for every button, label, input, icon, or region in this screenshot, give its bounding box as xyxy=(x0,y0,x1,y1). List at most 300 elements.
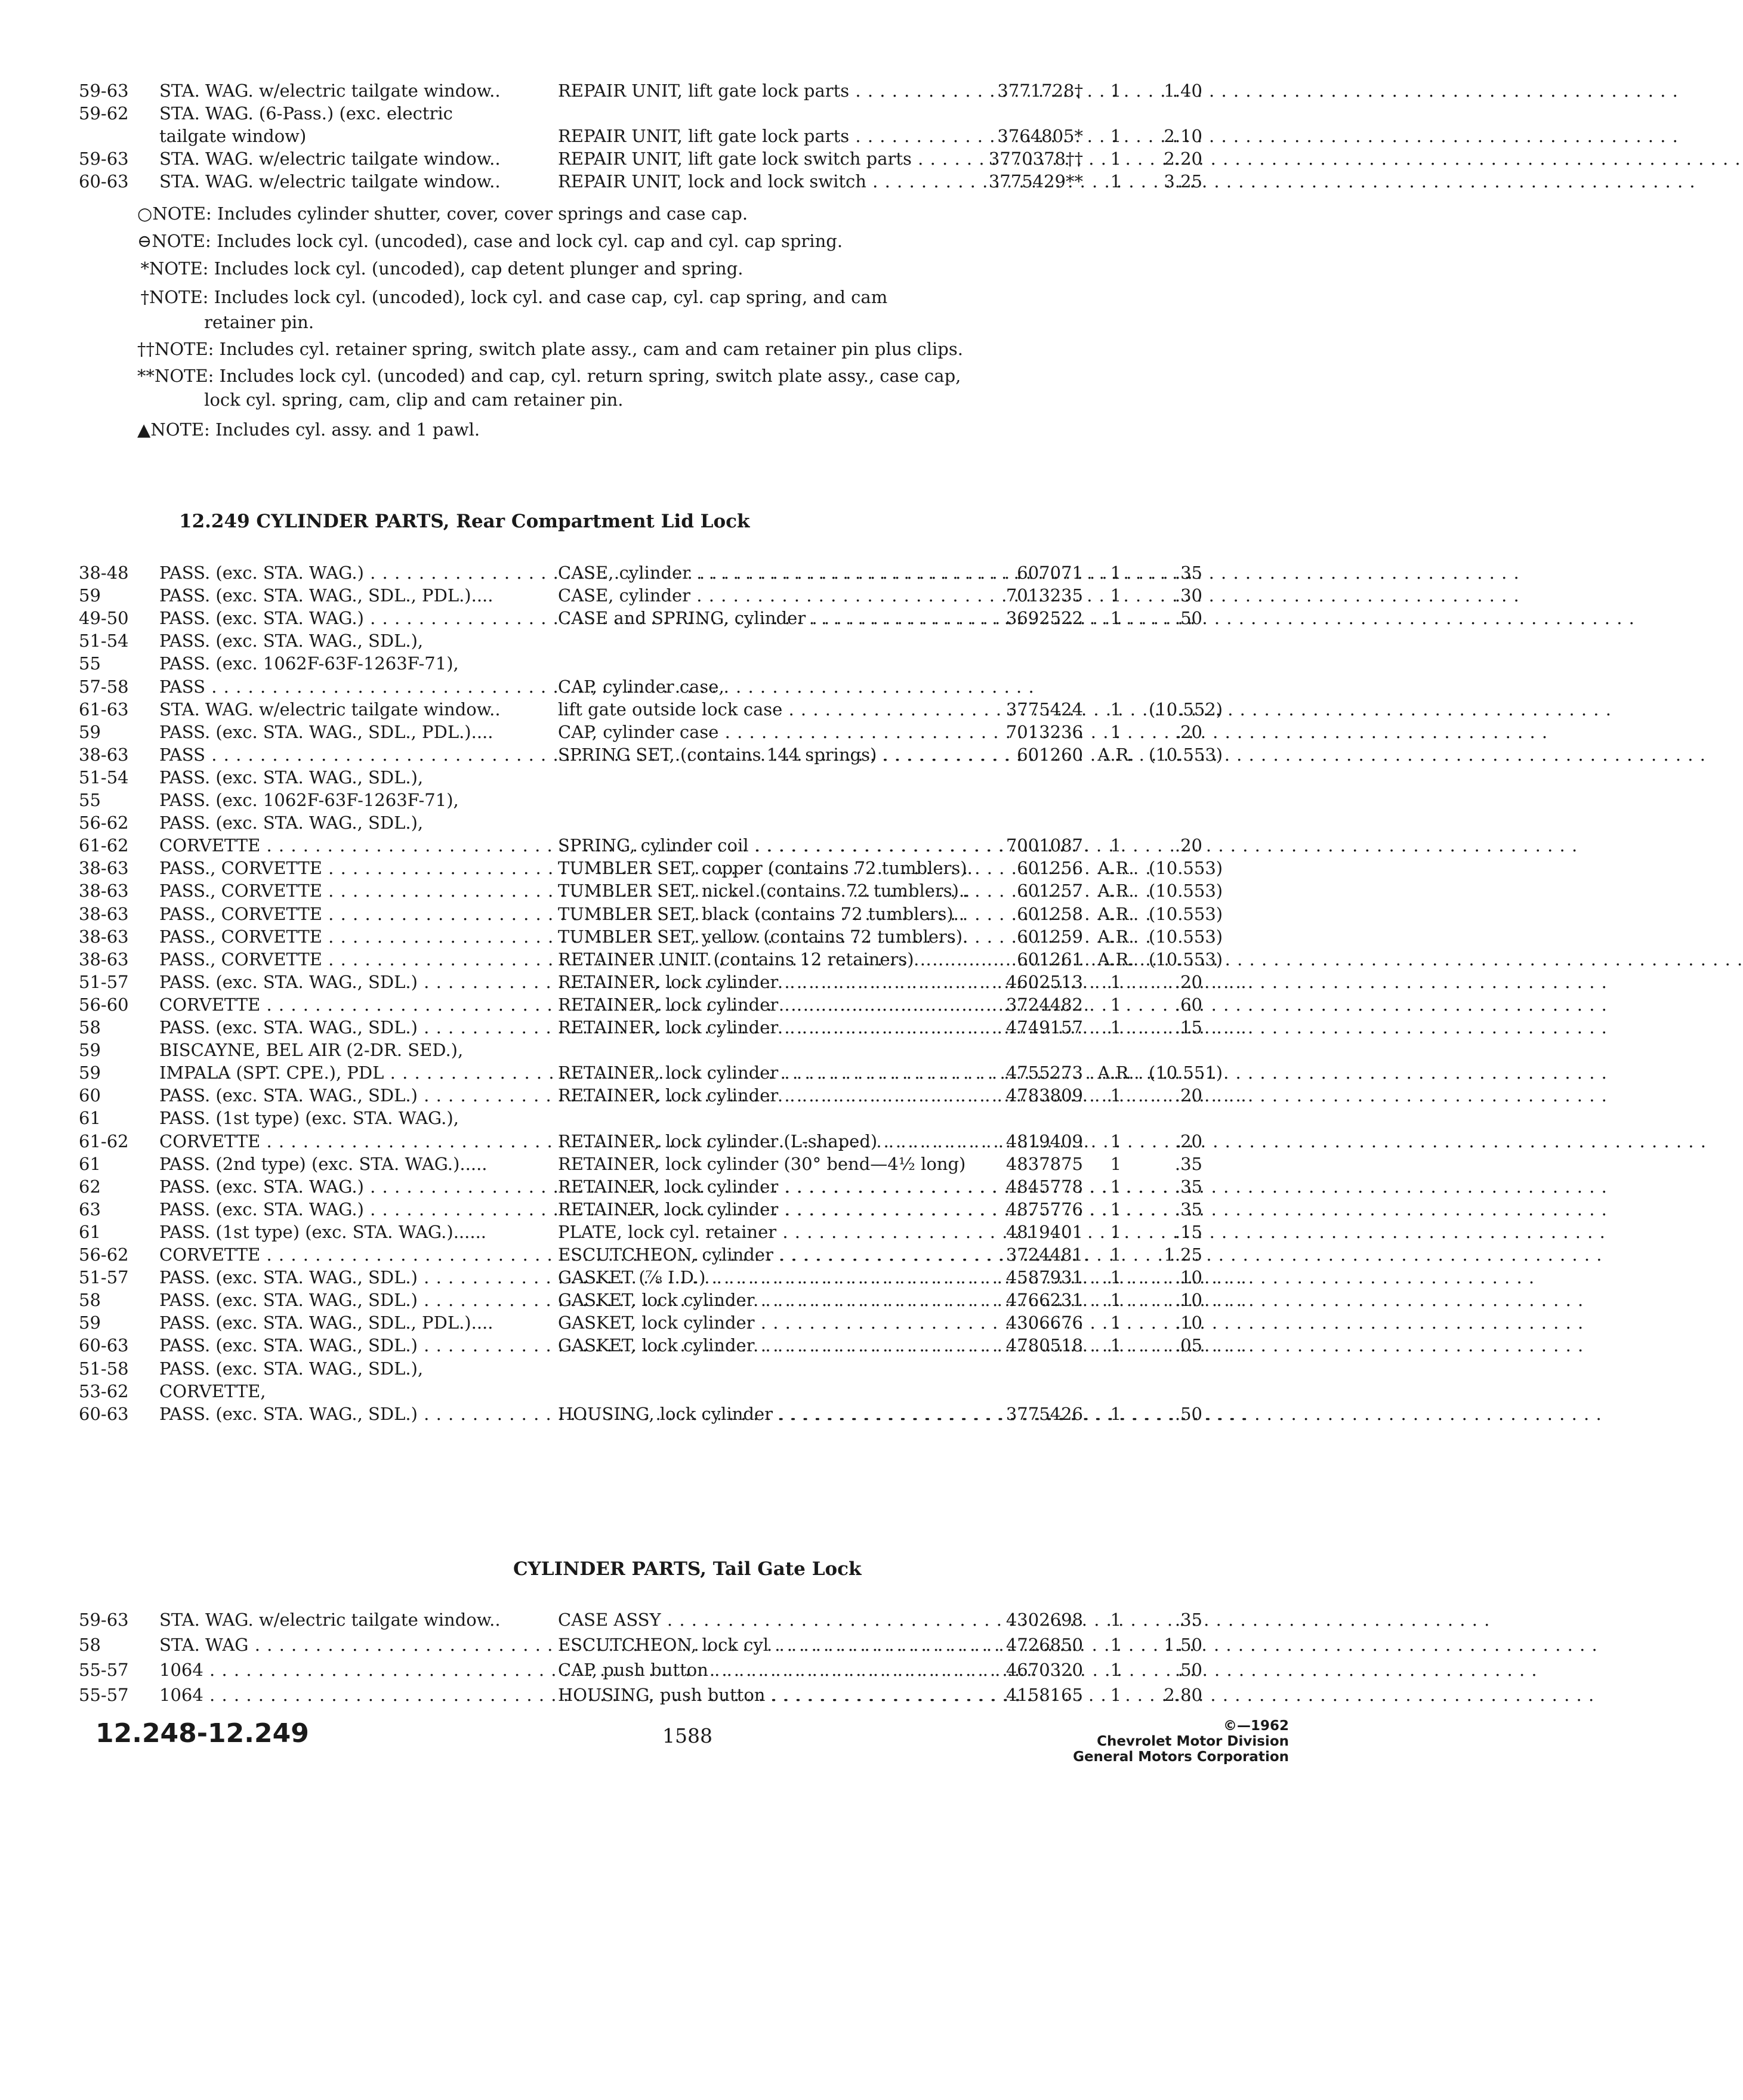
part-number-cell: 4726850 xyxy=(1005,1635,1083,1655)
part-number-cell: 4819409 xyxy=(1005,1131,1083,1151)
quantity-cell: 1 xyxy=(1110,1176,1122,1197)
table-row xyxy=(0,925,1508,949)
year-cell: 38-63 xyxy=(79,858,129,879)
application-cell: IMPALA (SPT. CPE.), PDL . . . xyxy=(159,1061,532,1085)
corporation-name: General Motors Corporation xyxy=(1073,1749,1289,1765)
table-row xyxy=(0,788,1508,812)
table-row xyxy=(0,561,1508,585)
table-row xyxy=(0,1220,1508,1244)
part-number-cell: 3775424 xyxy=(1005,699,1083,719)
year-cell: 49-50 xyxy=(79,608,129,629)
price-cell: 1.25 xyxy=(1164,1244,1202,1265)
part-number-cell: 3775429** xyxy=(988,171,1083,192)
application-cell: STA. WAG . . . xyxy=(159,1633,532,1657)
year-cell: 60-63 xyxy=(79,1335,129,1356)
section-title-tail-gate: CYLINDER PARTS, Tail Gate Lock xyxy=(513,1558,862,1580)
table-row xyxy=(0,1197,1508,1221)
note-text: NOTE: Includes cylinder shutter, cover, cover springs and case cap. xyxy=(152,203,748,224)
price-cell: .20 xyxy=(1174,721,1202,742)
application-cell: PASS. (exc. STA. WAG.) . . . xyxy=(159,1175,532,1199)
application-cell: PASS. (exc. 1062F-63F-1263F-71), xyxy=(159,790,459,810)
table-row xyxy=(0,1061,1508,1085)
year-cell: 51-58 xyxy=(79,1358,129,1379)
part-name-cell: GASKET, lock cylinder . . . xyxy=(558,1333,970,1357)
part-number-cell: 601260 xyxy=(1017,744,1083,765)
application-cell: STA. WAG. w/electric tailgate window.. xyxy=(159,1610,501,1630)
application-cell: PASS . . . xyxy=(159,743,532,767)
table-row xyxy=(0,765,1508,789)
price-cell: .35 xyxy=(1174,1610,1202,1630)
year-cell: 59 xyxy=(79,585,101,606)
part-name-cell: SPRING SET, (contains 144 springs) . . . xyxy=(558,743,970,767)
part-name-cell: REPAIR UNIT, lift gate lock parts . . . xyxy=(558,79,970,103)
quantity-cell: 1 xyxy=(1110,81,1122,101)
year-cell: 59-62 xyxy=(79,103,129,123)
price-cell: .35 xyxy=(1174,1153,1202,1174)
quantity-cell: 1 xyxy=(1110,171,1122,192)
application-cell: PASS. (2nd type) (exc. STA. WAG.)..... xyxy=(159,1153,488,1174)
part-number-cell: 607071 xyxy=(1017,563,1083,583)
note-line xyxy=(137,418,985,441)
note-marker: ** xyxy=(137,366,155,386)
table-row xyxy=(0,124,1508,148)
application-cell: BISCAYNE, BEL AIR (2-DR. SED.), xyxy=(159,1040,464,1061)
table-row xyxy=(0,856,1508,880)
part-name-cell: SPRING, cylinder coil . . . xyxy=(558,833,970,857)
note-line xyxy=(137,364,985,388)
price-cell: .50 xyxy=(1174,1403,1202,1424)
part-name-cell: HOUSING, push button . . . xyxy=(558,1683,970,1707)
application-cell: PASS. (exc. STA. WAG., SDL.) . . . xyxy=(159,1265,532,1289)
application-cell: PASS. (exc. STA. WAG., SDL., PDL.).... xyxy=(159,585,493,606)
note-line xyxy=(137,310,985,334)
application-cell: PASS. (1st type) (exc. STA. WAG.), xyxy=(159,1108,459,1129)
quantity-cell: 1 xyxy=(1110,1244,1122,1265)
quantity-cell: 1 xyxy=(1110,1685,1122,1705)
application-cell: PASS., CORVETTE . . . xyxy=(159,879,532,903)
quantity-cell: 1 xyxy=(1110,971,1122,992)
year-cell: 60-63 xyxy=(79,171,129,192)
price-cell: .30 xyxy=(1174,585,1202,606)
note-marker: * xyxy=(140,258,149,279)
quantity-cell: 1 xyxy=(1110,1131,1122,1151)
table-row xyxy=(0,1265,1508,1289)
note-marker: ▲ xyxy=(137,419,151,440)
part-name-cell: TUMBLER SET, black (contains 72 tumblers).. xyxy=(558,903,965,924)
year-cell: 38-63 xyxy=(79,881,129,901)
part-name-cell: CAP, cylinder case, xyxy=(558,676,724,697)
price-cell: (10.553) xyxy=(1149,881,1223,901)
part-name-cell: ESCUTCHEON, lock cyl . . . xyxy=(558,1633,970,1657)
year-cell: 59 xyxy=(79,1040,101,1061)
year-cell: 38-63 xyxy=(79,903,129,924)
quantity-cell: 1 xyxy=(1110,1017,1122,1037)
part-number-cell: 4837875 xyxy=(1005,1153,1083,1174)
price-cell: 1.40 xyxy=(1164,81,1202,101)
application-cell: PASS. (exc. STA. WAG., SDL.), xyxy=(159,767,424,788)
year-cell: 56-62 xyxy=(79,1244,129,1265)
note-line xyxy=(137,285,985,309)
table-row xyxy=(0,1402,1508,1426)
year-cell: 51-54 xyxy=(79,631,129,651)
year-cell: 60 xyxy=(79,1085,101,1106)
part-name-cell: PLATE, lock cyl. retainer . . . xyxy=(558,1220,970,1244)
quantity-cell: A.R. xyxy=(1097,744,1134,765)
application-cell: PASS. (exc. STA. WAG., SDL.), xyxy=(159,1358,424,1379)
quantity-cell: 1 xyxy=(1110,1660,1122,1680)
price-cell: .35 xyxy=(1174,563,1202,583)
application-cell: STA. WAG. w/electric tailgate window.. xyxy=(159,81,501,101)
application-cell: PASS. (exc. 1062F-63F-1263F-71), xyxy=(159,653,459,674)
table-row xyxy=(0,101,1508,125)
note-text: retainer pin. xyxy=(149,312,314,332)
price-cell: .20 xyxy=(1174,1131,1202,1151)
quantity-cell: 1 xyxy=(1110,1153,1122,1174)
quantity-cell: 1 xyxy=(1110,721,1122,742)
part-number-cell: 4875776 xyxy=(1005,1199,1083,1219)
quantity-cell: 1 xyxy=(1110,1635,1122,1655)
year-cell: 38-63 xyxy=(79,744,129,765)
table-row xyxy=(0,629,1508,653)
note-line xyxy=(137,202,985,226)
price-cell: .10 xyxy=(1174,1290,1202,1311)
application-cell: PASS. (exc. STA. WAG., SDL.), xyxy=(159,813,424,833)
part-name-cell: CASE and SPRING, cylinder . . . xyxy=(558,606,970,630)
table-row xyxy=(0,1683,1508,1707)
part-name-cell: TUMBLER SET, yellow (contains 72 tumblers). xyxy=(558,926,968,947)
quantity-cell: 1 xyxy=(1110,608,1122,629)
year-cell: 59-63 xyxy=(79,1610,129,1630)
quantity-cell: 1 xyxy=(1110,1221,1122,1242)
quantity-cell: 1 xyxy=(1110,1290,1122,1311)
year-cell: 60-63 xyxy=(79,1403,129,1424)
quantity-cell: 1 xyxy=(1110,1267,1122,1288)
application-cell: PASS. (exc. STA. WAG., SDL.) . . . xyxy=(159,1333,532,1357)
year-cell: 61-62 xyxy=(79,1131,129,1151)
year-cell: 53-62 xyxy=(79,1381,129,1401)
price-cell: 2.20 xyxy=(1164,149,1202,169)
part-number-cell: 3724481 xyxy=(1005,1244,1083,1265)
price-cell: .35 xyxy=(1174,1199,1202,1219)
year-cell: 51-57 xyxy=(79,971,129,992)
quantity-cell: A.R. xyxy=(1097,926,1134,947)
year-cell: 55-57 xyxy=(79,1685,129,1705)
application-cell: PASS. (exc. STA. WAG., SDL., PDL.).... xyxy=(159,721,493,742)
application-cell: PASS. (exc. STA. WAG.) . . . xyxy=(159,1197,532,1221)
quantity-cell: 1 xyxy=(1110,563,1122,583)
table-row xyxy=(0,1083,1508,1107)
price-cell: .15 xyxy=(1174,1221,1202,1242)
table-row xyxy=(0,675,1508,699)
table-row xyxy=(0,1658,1508,1682)
year-cell: 59-63 xyxy=(79,81,129,101)
table-row xyxy=(0,1175,1508,1199)
part-number-cell: 4755273 xyxy=(1005,1063,1083,1083)
part-number-cell: 4587931 xyxy=(1005,1267,1083,1288)
part-number-cell: 4783809 xyxy=(1005,1085,1083,1106)
price-cell: .20 xyxy=(1174,1085,1202,1106)
price-cell: .60 xyxy=(1174,994,1202,1015)
part-number-cell: 601259 xyxy=(1017,926,1083,947)
application-cell: STA. WAG. w/electric tailgate window.. xyxy=(159,171,501,192)
table-row xyxy=(0,1311,1508,1335)
price-cell: .10 xyxy=(1174,1312,1202,1333)
price-cell: .10 xyxy=(1174,1267,1202,1288)
part-number-cell: 601261 xyxy=(1017,949,1083,969)
table-row xyxy=(0,1333,1508,1357)
price-cell: .35 xyxy=(1174,1176,1202,1197)
note-text: NOTE: Includes lock cyl. (uncoded) and cap, cyl. return spring, switch plate assy., case cap, xyxy=(155,366,961,386)
year-cell: 61-62 xyxy=(79,835,129,856)
year-cell: 61 xyxy=(79,1153,101,1174)
table-row xyxy=(0,811,1508,835)
year-cell: 55-57 xyxy=(79,1660,129,1680)
application-cell: PASS. (exc. STA. WAG., SDL.) . . . xyxy=(159,970,532,994)
part-name-cell: RETAINER, lock cylinder . . . xyxy=(558,1083,970,1107)
price-cell: .20 xyxy=(1174,835,1202,856)
price-cell: 1.50 xyxy=(1164,1635,1202,1655)
quantity-cell: 1 xyxy=(1110,699,1122,719)
table-row xyxy=(0,583,1508,607)
year-cell: 51-57 xyxy=(79,1267,129,1288)
application-cell: PASS. (exc. STA. WAG.) . . . xyxy=(159,606,532,630)
note-marker: ⊖ xyxy=(137,231,152,251)
part-name-cell: REPAIR UNIT, lift gate lock switch parts . . . xyxy=(558,147,970,171)
application-cell: PASS . . . xyxy=(159,675,532,699)
note-text: NOTE: Includes cyl. assy. and 1 pawl. xyxy=(150,419,480,440)
application-cell: PASS. (exc. STA. WAG., SDL.) . . . xyxy=(159,1083,532,1107)
quantity-cell: 1 xyxy=(1110,149,1122,169)
application-cell: PASS., CORVETTE . . . xyxy=(159,925,532,949)
quantity-cell: 1 xyxy=(1110,585,1122,606)
year-cell: 58 xyxy=(79,1635,101,1655)
part-number-cell: 601256 xyxy=(1017,858,1083,879)
part-number-cell: 601257 xyxy=(1017,881,1083,901)
quantity-cell: 1 xyxy=(1110,1199,1122,1219)
year-cell: 63 xyxy=(79,1199,101,1219)
application-cell: CORVETTE . . . xyxy=(159,993,532,1017)
application-cell: PASS. (exc. STA. WAG., SDL.) . . . xyxy=(159,1288,532,1312)
part-name-cell: REPAIR UNIT, lift gate lock parts . . . xyxy=(558,124,970,148)
table-row xyxy=(0,902,1508,926)
year-cell: 58 xyxy=(79,1017,101,1037)
note-line xyxy=(137,257,985,280)
part-number-cell: 4780518 xyxy=(1005,1335,1083,1356)
table-row xyxy=(0,79,1508,103)
note-marker: †† xyxy=(137,339,155,359)
part-number-cell: 3770378†† xyxy=(988,149,1083,169)
application-cell: CORVETTE . . . xyxy=(159,1243,532,1267)
table-row xyxy=(0,947,1508,971)
year-cell: 61-63 xyxy=(79,699,129,719)
year-cell: 62 xyxy=(79,1176,101,1197)
part-name-cell: RETAINER, lock cylinder . . . xyxy=(558,1197,970,1221)
table-row xyxy=(0,651,1508,675)
year-cell: 56-62 xyxy=(79,813,129,833)
note-text: NOTE: Includes lock cyl. (uncoded), case and lock cyl. cap and cyl. cap spring. xyxy=(152,231,843,251)
table-row xyxy=(0,1288,1508,1312)
note-text: NOTE: Includes lock cyl. (uncoded), cap detent plunger and spring. xyxy=(149,258,744,279)
year-cell: 51-54 xyxy=(79,767,129,788)
part-name-cell: GASKET, lock cylinder . . . xyxy=(558,1311,970,1335)
application-cell: tailgate window) xyxy=(159,126,307,146)
table-row xyxy=(0,1379,1508,1403)
table-row xyxy=(0,1129,1508,1153)
part-number-cell: 3764805* xyxy=(997,126,1083,146)
part-name-cell: GASKET, lock cylinder . . . xyxy=(558,1288,970,1312)
application-cell: PASS. (1st type) (exc. STA. WAG.)...... xyxy=(159,1221,487,1242)
part-number-cell: 4766231 xyxy=(1005,1290,1083,1311)
table-row xyxy=(0,1152,1508,1176)
part-name-cell: RETAINER, lock cylinder (30° bend—4½ long) xyxy=(558,1153,966,1174)
section-title-rear-compartment: 12.249 CYLINDER PARTS, Rear Compartment Lid Lock xyxy=(179,511,750,532)
application-cell: STA. WAG. (6-Pass.) (exc. electric xyxy=(159,103,453,123)
year-cell: 59-63 xyxy=(79,149,129,169)
footer-section-ref: 12.248-12.249 xyxy=(95,1718,309,1749)
part-number-cell: 601258 xyxy=(1017,903,1083,924)
quantity-cell: A.R. xyxy=(1097,903,1134,924)
quantity-cell: 1 xyxy=(1110,1403,1122,1424)
price-cell: (10.552) xyxy=(1149,699,1223,719)
application-cell: CORVETTE, xyxy=(159,1381,266,1401)
part-number-cell: 3724482 xyxy=(1005,994,1083,1015)
part-name-cell: RETAINER, lock cylinder . . . xyxy=(558,1175,970,1199)
quantity-cell: 1 xyxy=(1110,1335,1122,1356)
year-cell: 58 xyxy=(79,1290,101,1311)
year-cell: 61 xyxy=(79,1221,101,1242)
application-cell: PASS. (exc. STA. WAG., SDL.) . . . xyxy=(159,1402,532,1426)
price-cell: .50 xyxy=(1174,608,1202,629)
application-cell: CORVETTE . . . xyxy=(159,833,532,857)
part-name-cell: RETAINER, lock cylinder . . . xyxy=(558,1061,970,1085)
table-row xyxy=(0,606,1508,630)
table-row xyxy=(0,147,1508,171)
note-text: NOTE: Includes lock cyl. (uncoded), lock cyl. and case cap, cyl. cap spring, and cam xyxy=(149,287,888,307)
table-row xyxy=(0,697,1508,721)
quantity-cell: A.R. xyxy=(1097,949,1134,969)
part-name-cell: HOUSING, lock cylinder . . . xyxy=(558,1402,970,1426)
footer-publisher xyxy=(1062,1718,1289,1765)
quantity-cell: 1 xyxy=(1110,1610,1122,1630)
table-row xyxy=(0,1633,1508,1657)
part-name-cell: CASE ASSY . . . xyxy=(558,1608,970,1632)
quantity-cell: A.R. xyxy=(1097,1063,1134,1083)
part-name-cell: RETAINER, lock cylinder . . . xyxy=(558,1015,970,1039)
part-number-cell: 7013236 xyxy=(1005,721,1083,742)
year-cell: 59 xyxy=(79,721,101,742)
year-cell: 59 xyxy=(79,1063,101,1083)
application-cell: PASS. (exc. STA. WAG.) . . . xyxy=(159,561,532,585)
application-cell: STA. WAG. w/electric tailgate window.. xyxy=(159,699,501,719)
application-cell: PASS., CORVETTE . . . xyxy=(159,856,532,880)
application-cell: STA. WAG. w/electric tailgate window.. xyxy=(159,149,501,169)
part-name-cell: RETAINER, lock cylinder . . . xyxy=(558,970,970,994)
part-name-cell: CAP, push button . . . xyxy=(558,1658,970,1682)
application-cell: PASS., CORVETTE . . . xyxy=(159,947,532,971)
part-number-cell: 4302698 xyxy=(1005,1610,1083,1630)
quantity-cell: 1 xyxy=(1110,1085,1122,1106)
part-name-cell: RETAINER, lock cylinder (L-shaped) . . . xyxy=(558,1129,970,1153)
year-cell: 56-60 xyxy=(79,994,129,1015)
price-cell: (10.551) xyxy=(1149,1063,1223,1083)
part-name-cell: CASE, cylinder . . . xyxy=(558,583,970,607)
part-name-cell: CAP, cylinder case . . . xyxy=(558,720,970,744)
copyright-line: ©—1962 xyxy=(1223,1718,1289,1734)
price-cell: (10.553) xyxy=(1149,903,1223,924)
part-number-cell: 4845778 xyxy=(1005,1176,1083,1197)
part-name-cell: ESCUTCHEON, cylinder . . . xyxy=(558,1243,970,1267)
price-cell: .05 xyxy=(1174,1335,1202,1356)
part-number-cell: 3771728† xyxy=(997,81,1083,101)
part-number-cell: 4749157 xyxy=(1005,1017,1083,1037)
year-cell: 38-63 xyxy=(79,926,129,947)
part-number-cell: 4670320 xyxy=(1005,1660,1083,1680)
price-cell: 2.80 xyxy=(1164,1685,1202,1705)
part-name-cell: TUMBLER SET, copper (contains 72 tumblers). xyxy=(558,858,973,879)
part-name-cell: RETAINER UNIT (contains 12 retainers) . . . xyxy=(558,947,970,971)
part-number-cell: 7013235 xyxy=(1005,585,1083,606)
price-cell: (10.553) xyxy=(1149,926,1223,947)
table-row xyxy=(0,1243,1508,1267)
application-cell: CORVETTE . . . xyxy=(159,1129,532,1153)
quantity-cell: 1 xyxy=(1110,126,1122,146)
part-number-cell: 7001087 xyxy=(1005,835,1083,856)
footer-page-number: 1588 xyxy=(662,1724,712,1747)
year-cell: 59 xyxy=(79,1312,101,1333)
table-row xyxy=(0,1038,1508,1062)
year-cell: 57-58 xyxy=(79,676,129,697)
part-number-cell: 4158165 xyxy=(1005,1685,1083,1705)
part-number-cell: 4306676 xyxy=(1005,1312,1083,1333)
note-marker: † xyxy=(140,287,149,307)
part-number-cell: 3692522 xyxy=(1005,608,1083,629)
table-row xyxy=(0,1357,1508,1381)
table-row xyxy=(0,1608,1508,1632)
part-number-cell: 4602513 xyxy=(1005,971,1083,992)
quantity-cell: 1 xyxy=(1110,994,1122,1015)
note-text: lock cyl. spring, cam, clip and cam retainer pin. xyxy=(149,390,624,410)
table-row xyxy=(0,833,1508,857)
year-cell: 38-48 xyxy=(79,563,129,583)
table-row xyxy=(0,993,1508,1017)
part-name-cell: REPAIR UNIT, lock and lock switch . . . xyxy=(558,169,970,193)
note-line xyxy=(137,337,985,361)
table-row xyxy=(0,879,1508,903)
price-cell: .50 xyxy=(1174,1660,1202,1680)
part-name-cell: TUMBLER SET, nickel (contains 72 tumblers).. xyxy=(558,881,970,901)
year-cell: 55 xyxy=(79,790,101,810)
quantity-cell: A.R. xyxy=(1097,881,1134,901)
price-cell: 2.10 xyxy=(1164,126,1202,146)
table-row xyxy=(0,169,1508,193)
quantity-cell: A.R. xyxy=(1097,858,1134,879)
part-name-cell: CASE, cylinder . . . xyxy=(558,561,970,585)
price-cell: 3.25 xyxy=(1164,171,1202,192)
part-name-cell: RETAINER, lock cylinder . . . xyxy=(558,993,970,1017)
note-line xyxy=(137,388,985,412)
part-name-cell: lift gate outside lock case . . . xyxy=(558,697,970,721)
application-cell: PASS. (exc. STA. WAG., SDL., PDL.).... xyxy=(159,1312,493,1333)
application-cell: 1064 . . . xyxy=(159,1658,532,1682)
application-cell: PASS. (exc. STA. WAG., SDL.), xyxy=(159,631,424,651)
note-text: NOTE: Includes cyl. retainer spring, switch plate assy., cam and cam retainer pin plus clips. xyxy=(155,339,963,359)
price-cell: (10.553) xyxy=(1149,858,1223,879)
year-cell: 61 xyxy=(79,1108,101,1129)
division-name: Chevrolet Motor Division xyxy=(1097,1734,1289,1749)
year-cell: 55 xyxy=(79,653,101,674)
price-cell: .20 xyxy=(1174,971,1202,992)
note-marker: ○ xyxy=(137,203,153,224)
